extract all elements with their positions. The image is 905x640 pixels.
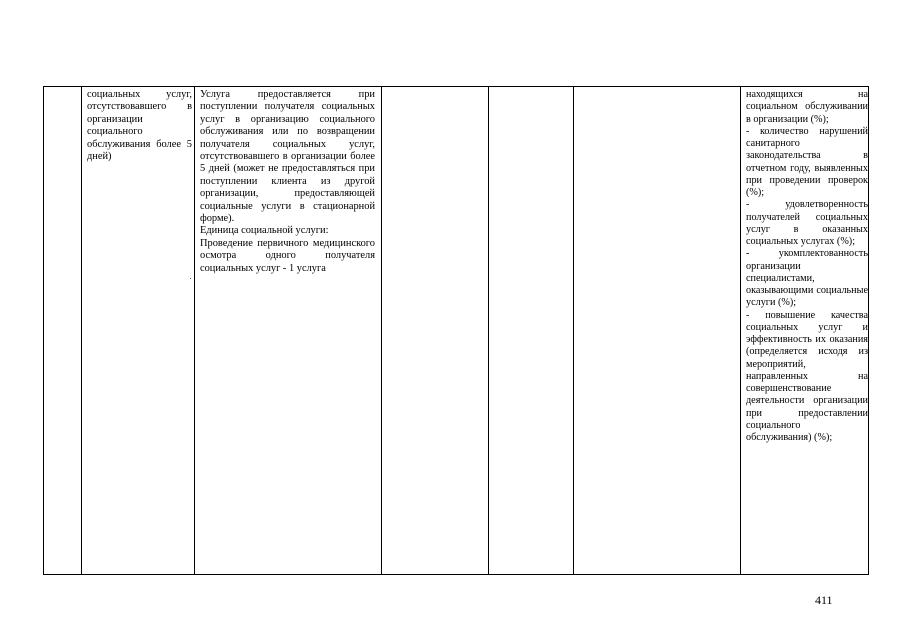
table-cell-service-description: Услуга предоставляется при поступлении получателя социальных услуг в организацию социального обслуживания или по возвращении получателя социальных услуг, отсутствовавшего в организации более 5 дней (может не предоставляться при поступлении клиента из другой организации, предоставляющей социальные услуги в стационарной форме). Единица социальной услуги: Проведение первичного медицинского осмотра одного получателя социальных услуг - 1 услуга	[200, 89, 375, 274]
table	[43, 86, 869, 575]
column-divider	[573, 87, 574, 574]
column-divider	[868, 87, 869, 574]
table-cell-quality-indicators: находящихся на социальном обслуживании в организации (%); - количество нарушений санитарного законодательства в отчетном году, выявленных при проведении проверок (%); - удовлетворенность получателей социальных услуг в оказанных социальных услугах (%); - укомплектованность организации специалистами, оказывающими социальные услуги (%); - повышение качества социальных услуг и эффективность их оказания (определяется исходя из мероприятий, направленных на совершенствование деятельности организации при предоставлении социального обслуживания) (%);	[746, 89, 868, 443]
scan-speck	[190, 278, 191, 279]
column-divider	[81, 87, 82, 574]
column-divider	[194, 87, 195, 574]
table-cell-service-condition: социальных услуг, отсутствовавшего в организации социального обслуживания более 5 дней)	[87, 89, 192, 163]
page-number: 411	[815, 593, 833, 607]
column-divider	[488, 87, 489, 574]
column-divider	[740, 87, 741, 574]
column-divider	[381, 87, 382, 574]
